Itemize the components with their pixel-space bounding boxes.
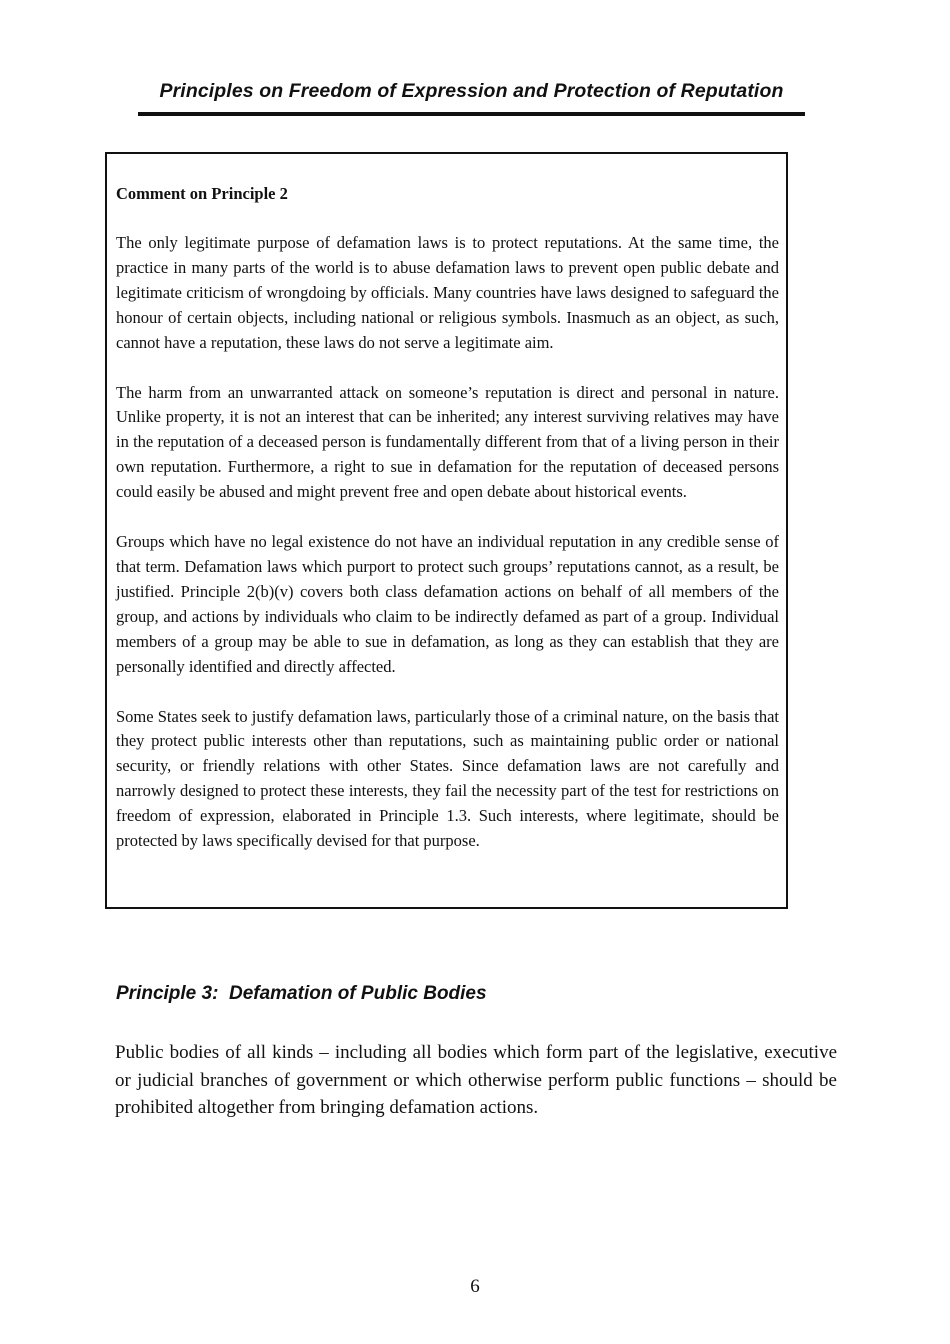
- principle-body: Public bodies of all kinds – including all bodies which form part of the legislative, executive or judicial branches of government or which otherwise perform public functions – should be prohibited altogether from bringing defamation actions.: [115, 1042, 837, 1118]
- comment-paragraph-2: The harm from an unwarranted attack on someone’s reputation is direct and personal in nature. Unlike property, it is not an interest that can be inherited; any interest surviving relatives may have in the reputation of a deceased person is fundamentally different from that of a living person in their own reputation. Furthermore, a right to sue in defamation for the reputation of deceased persons could easily be abused and might prevent free and open debate about historical events.: [116, 382, 779, 502]
- comment-body: [116, 231, 779, 879]
- comment-title: Comment on Principle 2: [116, 184, 288, 203]
- page-number: 6: [470, 1276, 480, 1297]
- comment-paragraph-3: Groups which have no legal existence do not have an individual reputation in any credible sense of that term. Defamation laws which purport to protect such groups’ reputations cannot, as a result, be justified. Principle 2(b)(v) covers both class defamation actions on behalf of all members of the group, and actions by individuals who claim to be indirectly defamed as part of a group. Individual members of a group may be able to sue in defamation, as long as they can establish that they are personally identified and directly affected.: [116, 532, 779, 676]
- comment-paragraph-4: Some States seek to justify defamation laws, particularly those of a criminal nature, on the basis that they protect public interests other than reputations, such as maintaining public order or national security, or friendly relations with other States. Since defamation laws are not carefully and narrowly designed to protect these interests, they fail the necessity part of the test for restrictions on freedom of expression, elaborated in Principle 1.3. Such interests, where legitimate, should be protected by laws specifically devised for that purpose.: [116, 706, 779, 851]
- header-divider: [138, 112, 805, 116]
- comment-box: [105, 152, 788, 909]
- comment-paragraph-1: The only legitimate purpose of defamation laws is to protect reputations. At the same time, the practice in many parts of the world is to abuse defamation laws to prevent open public debate and legitimate criticism of wrongdoing by officials. Many countries have laws designed to safeguard the honour of certain objects, including national or religious symbols. Inasmuch as an object, as such, cannot have a reputation, these laws do not serve a legitimate aim.: [116, 233, 779, 352]
- principle-heading: Principle 3: Defamation of Public Bodies: [116, 983, 487, 1004]
- running-header-title: Principles on Freedom of Expression and Protection of Reputation: [159, 80, 784, 102]
